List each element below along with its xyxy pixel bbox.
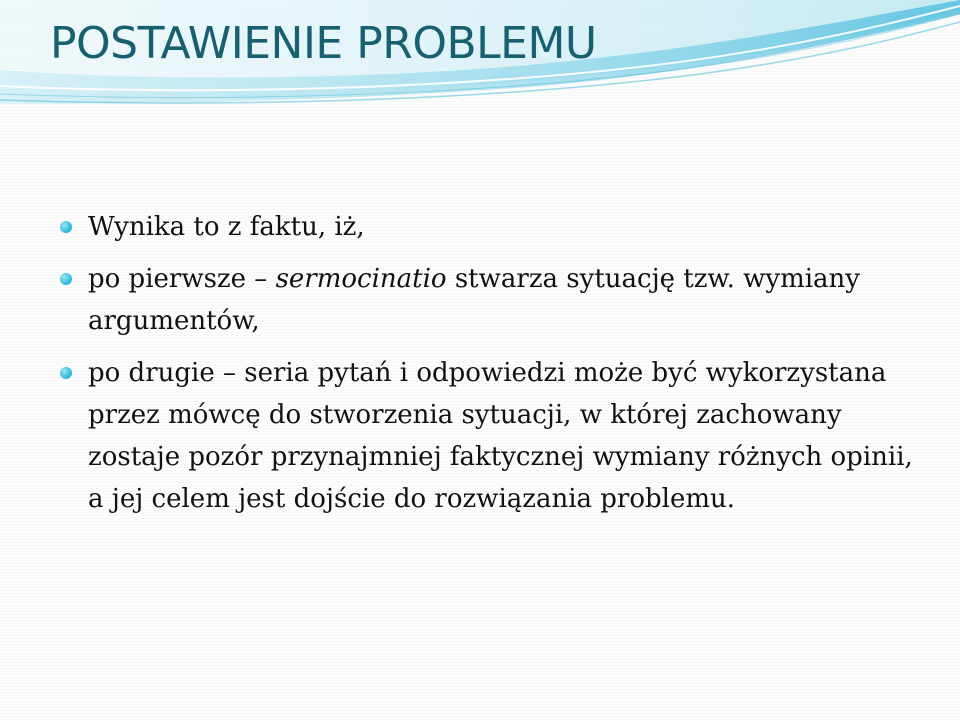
bullet-item-2 [60, 258, 920, 342]
bullet-list [60, 206, 920, 530]
bullet-dot-icon [60, 221, 72, 233]
bullet-text-3: po drugie – seria pytań i odpowiedzi może być wykorzystana przez mówcę do stworzenia sytuacji, w której zachowany zostaje pozór przynajmniej faktycznej wymiany różnych opinii, a jej celem jest dojście do rozwiązania problemu. [88, 358, 913, 514]
bullet-item-1 [60, 206, 920, 248]
bullet-dot-icon [60, 367, 72, 379]
bullet-text-2-suffix: stwarza sytuację tzw. wymiany argumentów, [88, 264, 860, 336]
bullet-text-2-emphasis: sermocinatio [275, 264, 447, 294]
bullet-text-1: Wynika to z faktu, iż, [88, 212, 365, 242]
bullet-text-2-prefix: po pierwsze – [88, 264, 276, 294]
bullet-dot-icon [60, 273, 72, 285]
bullet-item-3 [60, 352, 920, 520]
slide-title: POSTAWIENIE PROBLEMU [50, 18, 597, 69]
